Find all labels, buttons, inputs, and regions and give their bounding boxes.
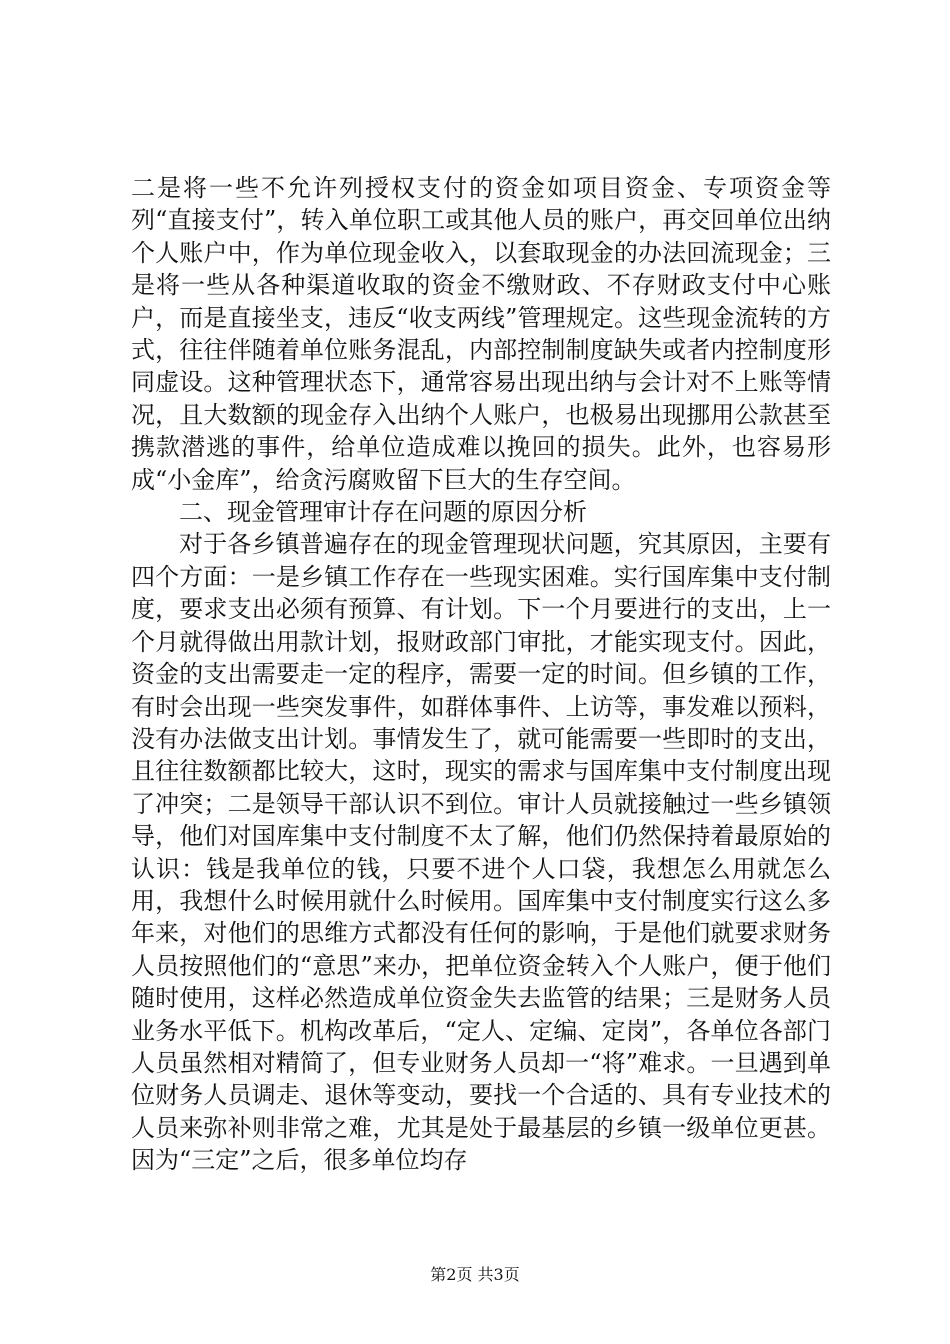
page-footer: 第2页 共3页 bbox=[430, 1265, 520, 1284]
paragraph-cause-analysis: 对于各乡镇普遍存在的现金管理现状问题，究其原因，主要有四个方面：一是乡镇工作存在一些现实困难。实行国库集中支付制度，要求支出必须有预算、有计划。下一个月要进行的支出，上一个月就得做出用款计划，报财政部门审批，才能实现支付。因此，资金的支出需要走一定的程序，需要一定的时间。但乡镇的工作，有时会出现一些突发事件，如群体事件、上访等，事发难以预料，没有办法做支出计划。事情发生了，就可能需要一些即时的支出，且往往数额都比较大，这时，现实的需求与国库集中支付制度出现了冲突；二是领导干部认识不到位。审计人员就接触过一些乡镇领导，他们对国库集中支付制度不太了解，他们仍然保持着最原始的认识：钱是我单位的钱，只要不进个人口袋，我想怎么用就怎么用，我想什么时候用就什么时候用。国库集中支付制度实行这么多年来，对他们的思维方式都没有任何的影响，于是他们就要求财务人员按照他们的“意思”来办，把单位资金转入个人账户，便于他们随时使用，这样必然造成单位资金失去监管的结果；三是财务人员业务水平低下。机构改革后，“定人、定编、定岗”，各单位各部门人员虽然相对精简了，但专业财务人员却一“将”难求。一旦遇到单位财务人员调走、退休等变动，要找一个合适的、具有专业技术的人员来弥补则非常之难，尤其是处于最基层的乡镇一级单位更甚。因为“三定”之后，很多单位均存 bbox=[131, 530, 831, 1175]
document-body bbox=[131, 172, 831, 1177]
paragraph-continuation: 二是将一些不允许列授权支付的资金如项目资金、专项资金等列“直接支付”，转入单位职工或其他人员的账户，再交回单位出纳个人账户中，作为单位现金收入，以套取现金的办法回流现金；三是将一些从各种渠道收取的资金不缴财政、不存财政支付中心账户，而是直接坐支，违反“收支两线”管理规定。这些现金流转的方式，往往伴随着单位账务混乱，内部控制制度缺失或者内控制度形同虚设。这种管理状态下，通常容易出现出纳与会计对不上账等情况，且大数额的现金存入出纳个人账户，也极易出现挪用公款甚至携款潜逃的事件，给单位造成难以挽回的损失。此外，也容易形成“小金库”，给贪污腐败留下巨大的生存空间。 bbox=[131, 174, 831, 494]
section-heading: 二、现金管理审计存在问题的原因分析 bbox=[179, 498, 587, 527]
